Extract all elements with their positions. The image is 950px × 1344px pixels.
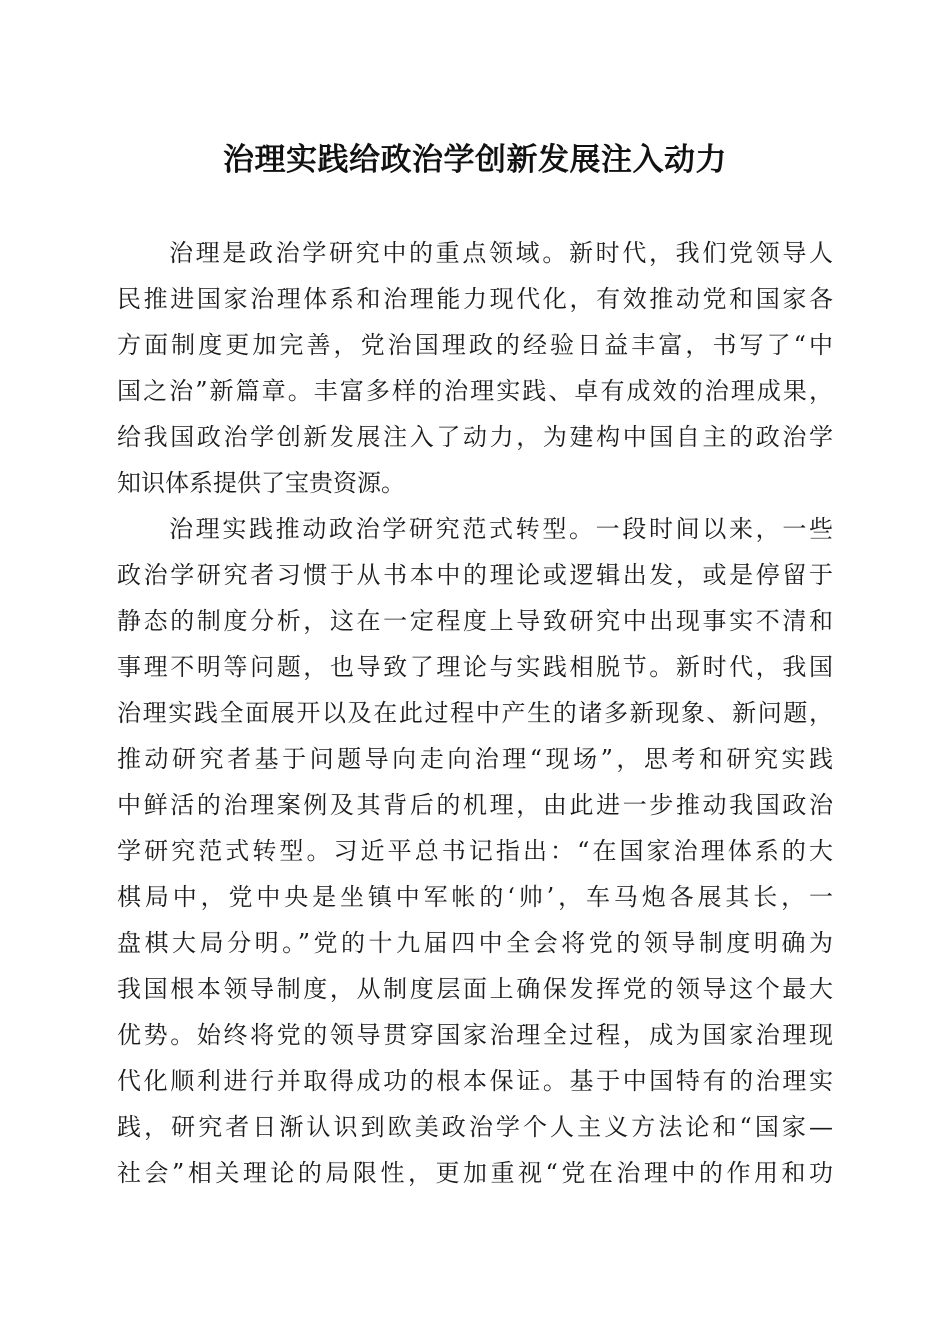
paragraph-1-line-1: 治理是政治学研究中的重点领域。新时代，我们党领导人 — [169, 239, 833, 267]
paragraph-2-line-3: 静态的制度分析，这在一定程度上导致研究中出现事实不清和 — [117, 607, 833, 635]
paragraph-2-line-13: 代化顺利进行并取得成功的根本保证。基于中国特有的治理实 — [117, 1067, 833, 1095]
document-title: 治理实践给政治学创新发展注入动力 — [223, 142, 727, 178]
paragraph-2-line-11: 我国根本领导制度，从制度层面上确保发挥党的领导这个最大 — [117, 975, 833, 1003]
paragraph-1-line-3: 方面制度更加完善，党治国理政的经验日益丰富，书写了“中 — [117, 331, 833, 359]
paragraph-2-line-9: 棋局中，党中央是坐镇中军帐的‘帅’，车马炮各展其长，一 — [117, 883, 833, 911]
paragraph-2-line-14: 践，研究者日渐认识到欧美政治学个人主义方法论和“国家— — [117, 1113, 833, 1141]
paragraph-2-line-7: 中鲜活的治理案例及其背后的机理，由此进一步推动我国政治 — [117, 791, 833, 819]
document-body — [117, 230, 833, 1196]
paragraph-1-line-6: 知识体系提供了宝贵资源。 — [117, 469, 405, 497]
paragraph-1-line-2: 民推进国家治理体系和治理能力现代化，有效推动党和国家各 — [117, 285, 833, 313]
paragraph-2-line-4: 事理不明等问题，也导致了理论与实践相脱节。新时代，我国 — [117, 653, 833, 681]
paragraph-2-line-2: 政治学研究者习惯于从书本中的理论或逻辑出发，或是停留于 — [117, 561, 833, 589]
paragraph-2-line-1: 治理实践推动政治学研究范式转型。一段时间以来，一些 — [169, 515, 833, 543]
paragraph-2-line-8: 学研究范式转型。习近平总书记指出：“在国家治理体系的大 — [117, 837, 833, 865]
paragraph-2-line-10: 盘棋大局分明。”党的十九届四中全会将党的领导制度明确为 — [117, 929, 833, 957]
paragraph-2-line-5: 治理实践全面展开以及在此过程中产生的诸多新现象、新问题， — [117, 699, 833, 727]
paragraph-1-line-5: 给我国政治学创新发展注入了动力，为建构中国自主的政治学 — [117, 423, 833, 451]
paragraph-1-line-4: 国之治”新篇章。丰富多样的治理实践、卓有成效的治理成果， — [117, 377, 833, 405]
paragraph-2-line-15: 社会”相关理论的局限性，更加重视“党在治理中的作用和功 — [117, 1159, 833, 1187]
paragraph-2-line-6: 推动研究者基于问题导向走向治理“现场”，思考和研究实践 — [117, 745, 833, 773]
paragraph-2-line-12: 优势。始终将党的领导贯穿国家治理全过程，成为国家治理现 — [117, 1021, 833, 1049]
